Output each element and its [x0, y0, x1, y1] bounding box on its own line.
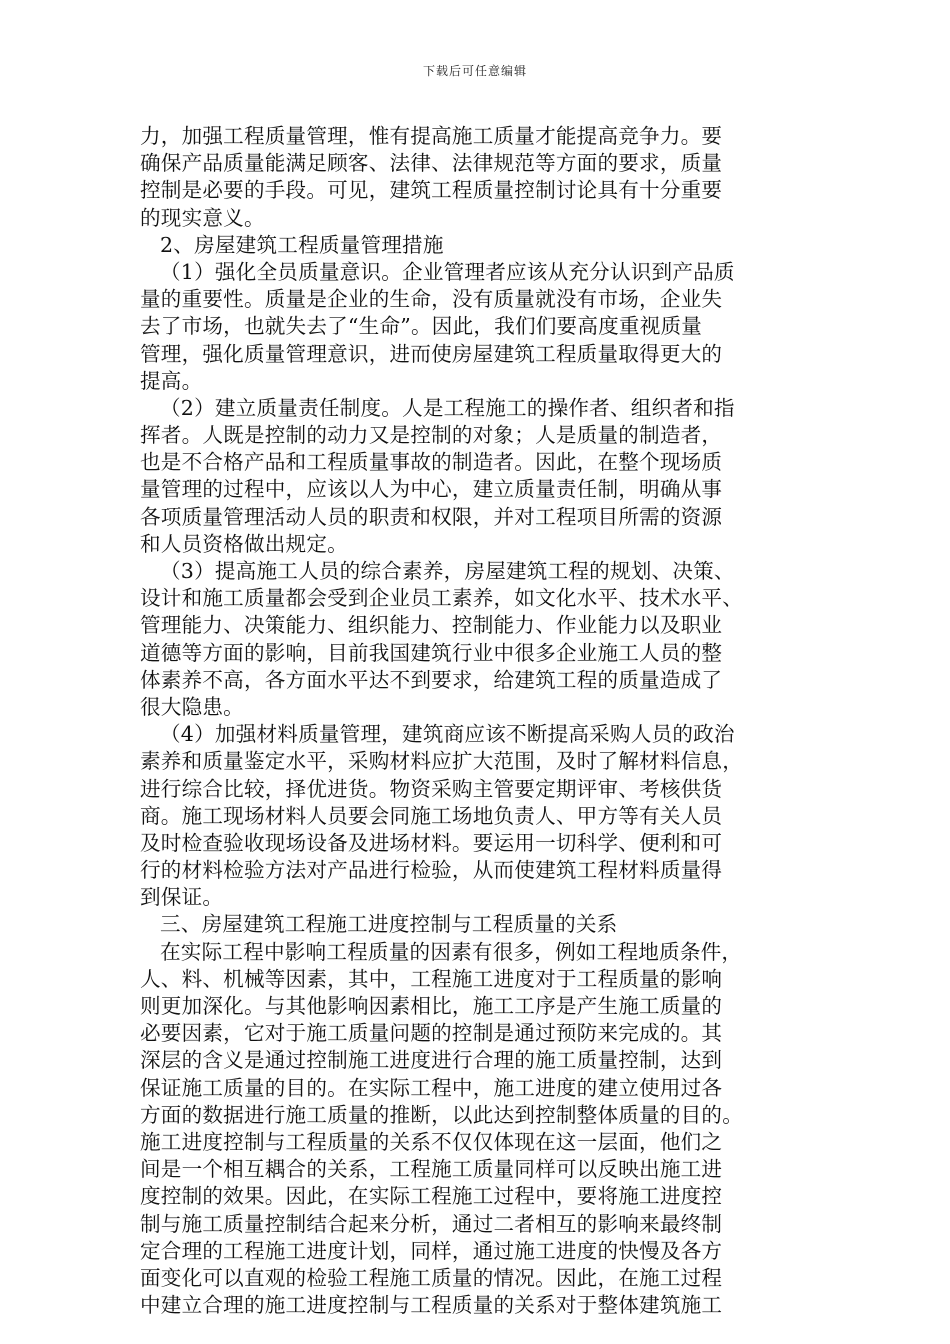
text-line: 管理能力、决策能力、组织能力、控制能力、作业能力以及职业: [140, 613, 723, 638]
page-header: 下载后可任意编辑: [422, 64, 527, 78]
text-line: 进行综合比较，择优进货。物资采购主管要定期评审、考核供货: [140, 776, 723, 801]
text-line: 行的材料检验方法对产品进行检验，从而使建筑工程材料质量得: [140, 858, 723, 883]
document-body: [140, 123, 790, 1319]
text-line: 和人员资格做出规定。: [140, 531, 348, 556]
text-line: 道德等方面的影响，目前我国建筑行业中很多企业施工人员的整: [140, 640, 723, 665]
text-line: 各项质量管理活动人员的职责和权限，并对工程项目所需的资源: [140, 504, 723, 529]
text-line: 三、房屋建筑工程施工进度控制与工程质量的关系: [160, 912, 618, 937]
text-line: 方面的数据进行施工质量的推断，以此达到控制整体质量的目的。: [140, 1102, 744, 1127]
text-line: 则更加深化。与其他影响因素相比，施工工序是产生施工质量的: [140, 994, 723, 1018]
text-line: 深层的含义是通过控制施工进度进行合理的施工质量控制，达到: [140, 1048, 723, 1073]
text-line: 去了市场，也就失去了“生命”。因此，我们们要高度重视质量: [140, 314, 703, 339]
text-line: 很大隐患。: [140, 694, 244, 719]
text-line: 面变化可以直观的检验工程施工质量的情况。因此，在施工过程: [140, 1265, 723, 1290]
text-line: 保证施工质量的目的。在实际工程中，施工进度的建立使用过各: [140, 1075, 723, 1100]
text-line: 量管理的过程中，应该以人为中心，建立质量责任制，明确从事: [140, 477, 723, 502]
text-line: 提高。: [140, 368, 203, 393]
text-line: 管理，强化质量管理意识，进而使房屋建筑工程质量取得更大的: [140, 341, 723, 366]
text-line: 制与施工质量控制结合起来分析，通过二者相互的影响来最终制: [140, 1211, 723, 1236]
text-line: 在实际工程中影响工程质量的因素有很多，例如工程地质条件，: [160, 939, 743, 964]
text-line: 定合理的工程施工进度计划，同样，通过施工进度的快慢及各方: [140, 1238, 723, 1263]
text-line: 施工进度控制与工程质量的关系不仅仅体现在这一层面，他们之: [140, 1129, 723, 1154]
text-line: 力，加强工程质量管理，惟有提高施工质量才能提高竞争力。要: [140, 124, 723, 148]
text-line: 确保产品质量能满足顾客、法律、法律规范等方面的要求，质量: [140, 151, 723, 176]
text-line: 必要因素，它对于施工质量问题的控制是通过预防来完成的。其: [140, 1021, 723, 1046]
text-line: 及时检查验收现场设备及进场材料。要运用一切科学、便利和可: [140, 830, 723, 855]
text-line: 的现实意义。: [140, 205, 265, 230]
text-line: 也是不合格产品和工程质量事故的制造者。因此，在整个现场质: [140, 450, 723, 475]
text-line: 素养和质量鉴定水平，采购材料应扩大范围，及时了解材料信息，: [140, 749, 744, 774]
text-line: 到保证。: [140, 885, 224, 910]
text-line: 间是一个相互耦合的关系，工程施工质量同样可以反映出施工进: [140, 1157, 723, 1182]
text-line: 商。施工现场材料人员要会同施工场地负责人、甲方等有关人员: [140, 803, 723, 828]
text-line: 度控制的效果。因此，在实际工程施工过程中，要将施工进度控: [140, 1184, 723, 1209]
text-line: 人、料、机械等因素，其中，工程施工进度对于工程质量的影响: [140, 966, 723, 991]
text-line: （3）提高施工人员的综合素养，房屋建筑工程的规划、决策、: [160, 559, 735, 583]
text-line: 体素养不高，各方面水平达不到要求，给建筑工程的质量造成了: [140, 667, 723, 692]
text-line: 中建立合理的施工进度控制与工程质量的关系对于整体建筑施工: [140, 1293, 723, 1318]
text-line: 设计和施工质量都会受到企业员工素养，如文化水平、技术水平、: [140, 586, 744, 611]
text-line: 量的重要性。质量是企业的生命，没有质量就没有市场，企业失: [140, 287, 723, 312]
text-line: （1）强化全员质量意识。企业管理者应该从充分认识到产品质: [160, 259, 735, 284]
text-line: （4）加强材料质量管理，建筑商应该不断提高采购人员的政治: [160, 722, 735, 747]
text-line: （2）建立质量责任制度。人是工程施工的操作者、组织者和指: [160, 395, 735, 420]
text-line: 控制是必要的手段。可见，建筑工程质量控制讨论具有十分重要: [140, 178, 723, 203]
text-line: 2、房屋建筑工程质量管理措施: [160, 232, 444, 257]
text-line: 挥者。人既是控制的动力又是控制的对象；人是质量的制造者，: [140, 423, 723, 448]
